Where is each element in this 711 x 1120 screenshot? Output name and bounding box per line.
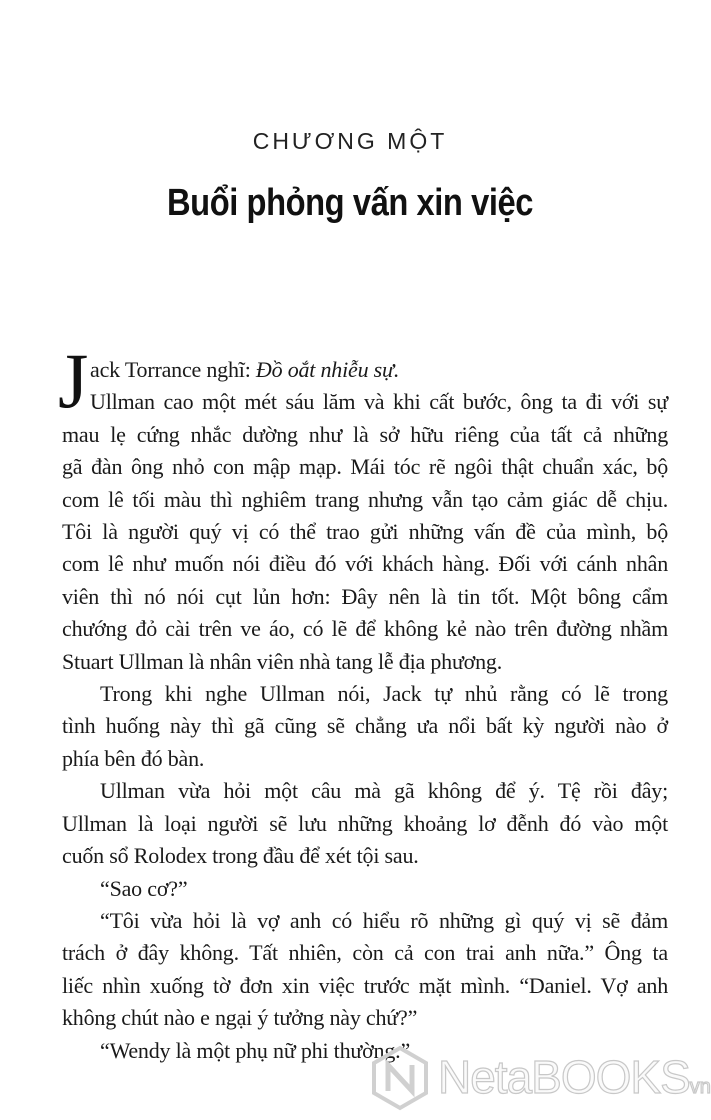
body-line: Ullman vừa hỏi một câu mà gã không để ý. Tệ rồi đây; xyxy=(100,778,668,804)
watermark-text xyxy=(438,1050,711,1104)
body-line: chướng đỏ cài trên ve áo, có lẽ để không kẻ nào trên đường nhầm xyxy=(62,616,668,642)
body-line: gã đàn ông nhỏ con mập mạp. Mái tóc rẽ ngôi thật chuẩn xác, bộ xyxy=(62,454,668,480)
chapter-label: CHƯƠNG MỘT xyxy=(252,128,448,154)
body-line: Stuart Ullman là nhân viên nhà tang lễ địa phương. xyxy=(62,648,503,674)
body-line: trách ở đây không. Tất nhiên, còn cả con trai anh nữa.” Ông ta xyxy=(62,940,668,966)
body-line: viên thì nó nói cụt lủn hơn: Đây nên là tin tốt. Một bông cẩm xyxy=(62,583,668,609)
body-line: Ullman cao một mét sáu lăm và khi cất bước, ông ta đi với sự xyxy=(90,389,668,415)
first-line-italic: Đồ oắt nhiễu sự. xyxy=(255,357,400,382)
body-line: com lê như muốn nói điều đó với khách hàng. Đối với cánh nhân xyxy=(62,551,668,577)
body-line: không chút nào e ngại ý tưởng này chứ?” xyxy=(62,1005,418,1031)
drop-cap: J xyxy=(58,337,89,424)
body-line: tình huống này thì gã cũng sẽ chẳng ưa nổi bất kỳ người nào ở xyxy=(62,713,668,739)
body-line: liếc nhìn xuống tờ đơn xin việc trước mặt mình. “Daniel. Vợ anh xyxy=(62,972,668,998)
watermark xyxy=(370,1040,711,1115)
first-line-text: ack Torrance nghĩ: xyxy=(90,357,256,382)
watermark-brand: NetaBOOKS xyxy=(438,1051,690,1103)
body-line: mau lẹ cứng nhắc dường như là sở hữu riêng của tất cả những xyxy=(62,421,668,447)
body-line: Ullman là loại người sẽ lưu những khoảng lơ đễnh đó vào một xyxy=(62,810,668,836)
body-line: “Sao cơ?” xyxy=(100,875,188,901)
body-line: phía bên đó bàn. xyxy=(62,745,205,771)
body-line: “Tôi vừa hỏi là vợ anh có hiểu rõ những gì quý vị sẽ đảm xyxy=(100,907,668,933)
chapter-body xyxy=(58,337,668,1067)
chapter-title: Buổi phỏng vấn xin việc xyxy=(167,182,533,224)
body-line: Tôi là người quý vị có thể trao gửi những vấn đề của mình, bộ xyxy=(62,519,668,545)
body-line: cuốn sổ Rolodex trong đầu để xét tội sau. xyxy=(62,843,419,869)
body-line: Trong khi nghe Ullman nói, Jack tự nhủ rằng có lẽ trong xyxy=(100,681,668,707)
watermark-suffix: vn xyxy=(689,1076,711,1098)
body-line: “Wendy là một phụ nữ phi thường.” xyxy=(100,1037,411,1063)
netabooks-logo-icon xyxy=(370,1045,430,1111)
body-line: com lê tối màu thì nghiêm trang nhưng vẫn tạo cảm giác dễ chịu. xyxy=(62,486,668,512)
body-line xyxy=(62,354,668,386)
